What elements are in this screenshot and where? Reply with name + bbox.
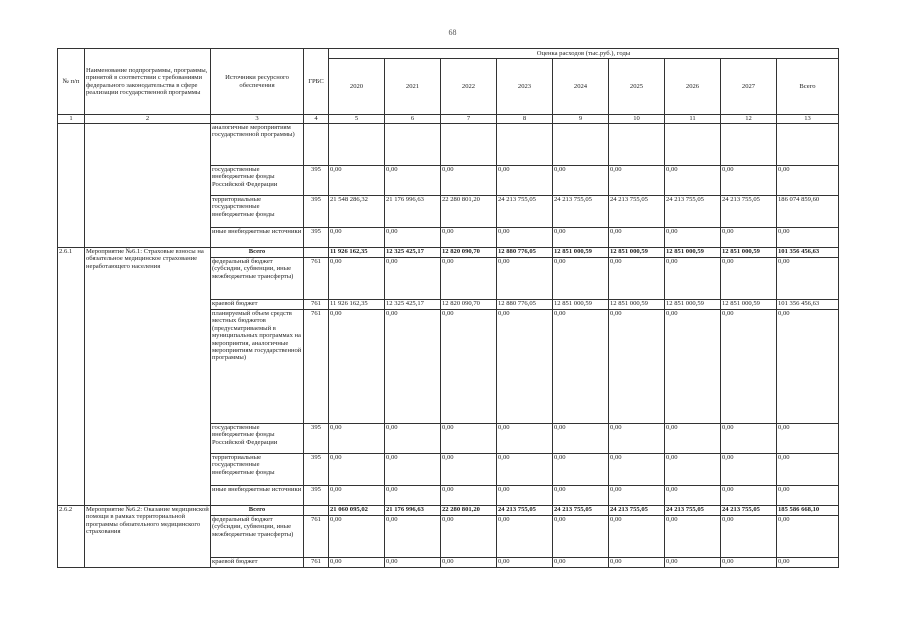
- column-index: 7: [441, 115, 497, 124]
- amount-cell: 0,00: [665, 424, 721, 454]
- funding-source: Всего: [211, 506, 304, 516]
- amount-cell: 0,00: [665, 558, 721, 568]
- grbs-code: [304, 506, 329, 516]
- amount-cell: 24 213 755,05: [665, 196, 721, 228]
- amount-cell: 12 851 000,59: [609, 300, 665, 310]
- amount-cell: 0,00: [329, 258, 385, 300]
- amount-cell: 0,00: [497, 258, 553, 300]
- amount-cell: 0,00: [609, 166, 665, 196]
- funding-source: иные внебюджетные источники: [211, 486, 304, 506]
- grbs-code: 395: [304, 424, 329, 454]
- amount-cell: 0,00: [721, 228, 777, 248]
- amount-cell: [721, 124, 777, 166]
- amount-cell: 0,00: [777, 424, 839, 454]
- amount-cell: 0,00: [609, 486, 665, 506]
- amount-cell: 0,00: [329, 424, 385, 454]
- amount-cell: 0,00: [609, 258, 665, 300]
- funding-source: государственные внебюджетные фонды Российской Федерации: [211, 424, 304, 454]
- amount-cell: 0,00: [553, 454, 609, 486]
- funding-source: краевой бюджет: [211, 300, 304, 310]
- amount-cell: 12 851 000,59: [553, 300, 609, 310]
- amount-cell: 0,00: [777, 486, 839, 506]
- amount-cell: 0,00: [553, 424, 609, 454]
- amount-cell: 0,00: [497, 558, 553, 568]
- amount-cell: 0,00: [721, 516, 777, 558]
- amount-cell: 12 325 425,17: [385, 248, 441, 258]
- amount-cell: 0,00: [441, 424, 497, 454]
- year-header: 2026: [665, 59, 721, 115]
- amount-cell: [329, 124, 385, 166]
- row-number: [58, 124, 85, 248]
- amount-cell: 0,00: [329, 166, 385, 196]
- amount-cell: 0,00: [497, 516, 553, 558]
- year-header: 2024: [553, 59, 609, 115]
- amount-cell: 0,00: [441, 454, 497, 486]
- amount-cell: 0,00: [329, 228, 385, 248]
- amount-cell: 0,00: [665, 228, 721, 248]
- amount-cell: 0,00: [553, 228, 609, 248]
- amount-cell: 0,00: [553, 258, 609, 300]
- amount-cell: 0,00: [497, 486, 553, 506]
- grbs-code: 395: [304, 196, 329, 228]
- amount-cell: 0,00: [777, 558, 839, 568]
- activity-name: Мероприятие №6.1: Страховые взносы на обязательное медицинское страхование неработающего населения: [85, 248, 211, 506]
- amount-cell: 0,00: [441, 486, 497, 506]
- amount-cell: 0,00: [553, 558, 609, 568]
- amount-cell: 0,00: [385, 454, 441, 486]
- grbs-code: 395: [304, 228, 329, 248]
- amount-cell: 0,00: [721, 424, 777, 454]
- amount-cell: 0,00: [385, 558, 441, 568]
- amount-cell: 21 176 996,63: [385, 196, 441, 228]
- amount-cell: 22 280 801,20: [441, 506, 497, 516]
- amount-cell: 0,00: [329, 516, 385, 558]
- funding-source: территориальные государственные внебюджетные фонды: [211, 454, 304, 486]
- amount-cell: 0,00: [329, 454, 385, 486]
- year-header: Всего: [777, 59, 839, 115]
- grbs-code: [304, 124, 329, 166]
- amount-cell: 0,00: [385, 516, 441, 558]
- amount-cell: 11 926 162,35: [329, 300, 385, 310]
- amount-cell: 24 213 755,05: [609, 506, 665, 516]
- amount-cell: 0,00: [385, 486, 441, 506]
- amount-cell: 186 074 859,60: [777, 196, 839, 228]
- amount-cell: 0,00: [777, 258, 839, 300]
- amount-cell: 21 060 095,02: [329, 506, 385, 516]
- amount-cell: 101 356 456,63: [777, 248, 839, 258]
- table-row: [58, 124, 839, 166]
- amount-cell: 12 820 090,70: [441, 300, 497, 310]
- amount-cell: [497, 124, 553, 166]
- amount-cell: 0,00: [441, 258, 497, 300]
- amount-cell: 0,00: [441, 166, 497, 196]
- grbs-code: 761: [304, 558, 329, 568]
- amount-cell: 21 548 286,32: [329, 196, 385, 228]
- amount-cell: 0,00: [385, 258, 441, 300]
- column-index: 4: [304, 115, 329, 124]
- amount-cell: 0,00: [777, 228, 839, 248]
- activity-name: Мероприятие №6.2: Оказание медицинской помощи в рамках территориальной программы обязательного медицинского страхования: [85, 506, 211, 568]
- amount-cell: 0,00: [329, 486, 385, 506]
- column-index: 5: [329, 115, 385, 124]
- amount-cell: 0,00: [385, 166, 441, 196]
- amount-cell: [665, 124, 721, 166]
- funding-source: Всего: [211, 248, 304, 258]
- year-header: 2023: [497, 59, 553, 115]
- col-grbs-header: ГРБС: [304, 49, 329, 115]
- amount-cell: 11 926 162,35: [329, 248, 385, 258]
- grbs-code: 761: [304, 300, 329, 310]
- amount-cell: 12 880 776,05: [497, 248, 553, 258]
- amount-cell: 0,00: [777, 310, 839, 424]
- amount-cell: 0,00: [665, 516, 721, 558]
- column-index: 3: [211, 115, 304, 124]
- amount-cell: 0,00: [441, 228, 497, 248]
- amount-cell: 12 325 425,17: [385, 300, 441, 310]
- activity-name: [85, 124, 211, 248]
- funding-source: краевой бюджет: [211, 558, 304, 568]
- amount-cell: 0,00: [441, 310, 497, 424]
- amount-cell: 0,00: [609, 424, 665, 454]
- amount-cell: [385, 124, 441, 166]
- grbs-code: [304, 248, 329, 258]
- expense-group-header: Оценка расходов (тыс.руб.), годы: [329, 49, 839, 59]
- grbs-code: 761: [304, 516, 329, 558]
- amount-cell: 12 851 000,59: [721, 248, 777, 258]
- amount-cell: 0,00: [609, 558, 665, 568]
- amount-cell: 22 280 801,20: [441, 196, 497, 228]
- amount-cell: 0,00: [721, 454, 777, 486]
- amount-cell: 0,00: [609, 516, 665, 558]
- amount-cell: 0,00: [497, 454, 553, 486]
- column-index: 13: [777, 115, 839, 124]
- amount-cell: 0,00: [385, 310, 441, 424]
- year-header: 2025: [609, 59, 665, 115]
- amount-cell: 0,00: [441, 516, 497, 558]
- amount-cell: 0,00: [721, 310, 777, 424]
- amount-cell: 0,00: [777, 454, 839, 486]
- amount-cell: 0,00: [665, 258, 721, 300]
- expenditure-table: [57, 48, 839, 568]
- grbs-code: 395: [304, 166, 329, 196]
- amount-cell: 0,00: [665, 166, 721, 196]
- amount-cell: 24 213 755,05: [665, 506, 721, 516]
- amount-cell: 185 586 668,10: [777, 506, 839, 516]
- amount-cell: 12 851 000,59: [665, 248, 721, 258]
- amount-cell: 0,00: [721, 258, 777, 300]
- funding-source: иные внебюджетные источники: [211, 228, 304, 248]
- column-index: 8: [497, 115, 553, 124]
- amount-cell: 0,00: [553, 310, 609, 424]
- amount-cell: 12 880 776,05: [497, 300, 553, 310]
- amount-cell: 24 213 755,05: [497, 196, 553, 228]
- amount-cell: 0,00: [665, 486, 721, 506]
- table-row: [58, 248, 839, 258]
- year-header: 2022: [441, 59, 497, 115]
- table-row: [58, 506, 839, 516]
- amount-cell: 0,00: [609, 310, 665, 424]
- row-number: 2.6.2: [58, 506, 85, 568]
- grbs-code: 761: [304, 258, 329, 300]
- amount-cell: 12 851 000,59: [553, 248, 609, 258]
- amount-cell: 0,00: [385, 228, 441, 248]
- row-number: 2.6.1: [58, 248, 85, 506]
- table-body: [58, 124, 839, 568]
- amount-cell: [609, 124, 665, 166]
- amount-cell: 0,00: [721, 558, 777, 568]
- amount-cell: 0,00: [497, 424, 553, 454]
- amount-cell: 24 213 755,05: [553, 506, 609, 516]
- funding-source: федеральный бюджет (субсидии, субвенции, иные межбюджетные трансферты): [211, 258, 304, 300]
- year-header: 2020: [329, 59, 385, 115]
- amount-cell: 0,00: [721, 166, 777, 196]
- amount-cell: 0,00: [665, 310, 721, 424]
- amount-cell: 24 213 755,05: [609, 196, 665, 228]
- funding-source: государственные внебюджетные фонды Российской Федерации: [211, 166, 304, 196]
- amount-cell: 0,00: [665, 454, 721, 486]
- amount-cell: 0,00: [497, 166, 553, 196]
- col-no-header: № п/п: [58, 49, 85, 115]
- amount-cell: 0,00: [609, 454, 665, 486]
- amount-cell: [777, 124, 839, 166]
- amount-cell: 12 820 090,70: [441, 248, 497, 258]
- amount-cell: 0,00: [497, 310, 553, 424]
- amount-cell: 0,00: [497, 228, 553, 248]
- amount-cell: 12 851 000,59: [721, 300, 777, 310]
- column-index: 10: [609, 115, 665, 124]
- grbs-code: 395: [304, 486, 329, 506]
- amount-cell: 0,00: [609, 228, 665, 248]
- col-source-header: Источники ресурсного обеспечения: [211, 49, 304, 115]
- year-header: 2027: [721, 59, 777, 115]
- amount-cell: 0,00: [553, 486, 609, 506]
- funding-source: федеральный бюджет (субсидии, субвенции, иные межбюджетные трансферты): [211, 516, 304, 558]
- amount-cell: 24 213 755,05: [721, 196, 777, 228]
- amount-cell: 101 356 456,63: [777, 300, 839, 310]
- column-index: 6: [385, 115, 441, 124]
- column-index: 1: [58, 115, 85, 124]
- year-header: 2021: [385, 59, 441, 115]
- amount-cell: 0,00: [441, 558, 497, 568]
- grbs-code: 395: [304, 454, 329, 486]
- funding-source: территориальные государственные внебюджетные фонды: [211, 196, 304, 228]
- page-number: 68: [448, 28, 457, 37]
- column-index: 12: [721, 115, 777, 124]
- amount-cell: 0,00: [721, 486, 777, 506]
- amount-cell: 24 213 755,05: [497, 506, 553, 516]
- funding-source: планируемый объем средств местных бюджетов (предусматриваемый в муниципальных программах на мероприятия, аналогичные мероприятиям государственной программы): [211, 310, 304, 424]
- table-header: [58, 49, 839, 124]
- column-index: 11: [665, 115, 721, 124]
- amount-cell: 12 851 000,59: [665, 300, 721, 310]
- amount-cell: 0,00: [385, 424, 441, 454]
- amount-cell: 0,00: [777, 516, 839, 558]
- amount-cell: 0,00: [329, 310, 385, 424]
- amount-cell: 0,00: [553, 166, 609, 196]
- amount-cell: 0,00: [329, 558, 385, 568]
- amount-cell: 0,00: [777, 166, 839, 196]
- amount-cell: 24 213 755,05: [721, 506, 777, 516]
- column-index: 9: [553, 115, 609, 124]
- grbs-code: 761: [304, 310, 329, 424]
- amount-cell: 0,00: [553, 516, 609, 558]
- col-name-header: Наименование подпрограммы, программы, принятой в соответствии с требованиями федерального законодательства в сфере реализации государственной программы: [85, 49, 211, 115]
- amount-cell: 21 176 996,63: [385, 506, 441, 516]
- column-index: 2: [85, 115, 211, 124]
- amount-cell: 12 851 000,59: [609, 248, 665, 258]
- funding-source: аналогичные мероприятиям государственной программы): [211, 124, 304, 166]
- amount-cell: [553, 124, 609, 166]
- amount-cell: 24 213 755,05: [553, 196, 609, 228]
- amount-cell: [441, 124, 497, 166]
